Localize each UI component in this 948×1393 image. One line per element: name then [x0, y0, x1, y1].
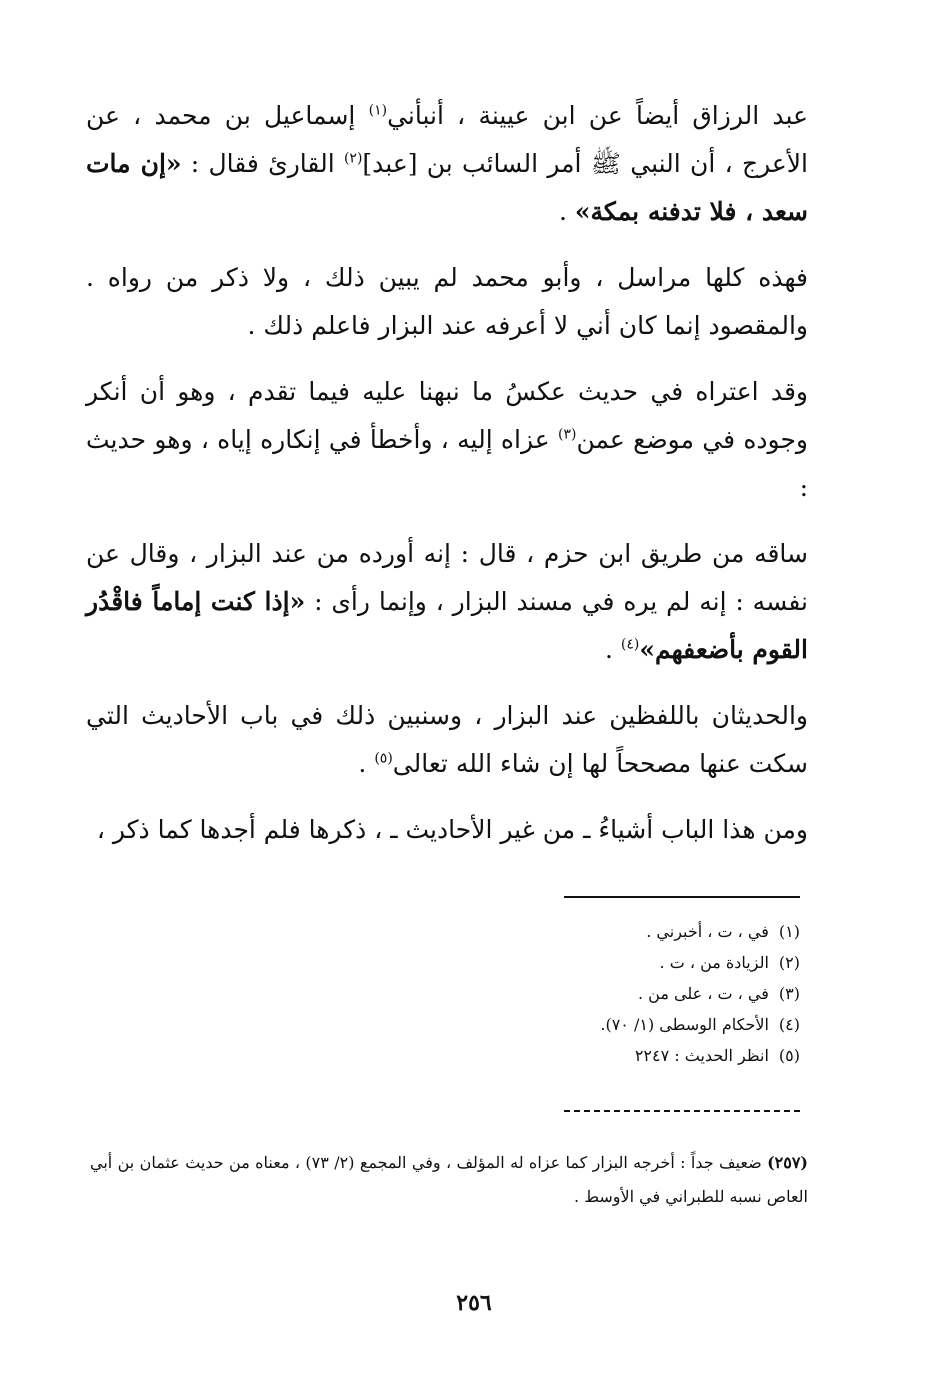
paragraph-3 [86, 368, 808, 512]
page-number: ٢٥٦ [456, 1290, 492, 1316]
footnote-item [380, 1009, 800, 1040]
footnote-item [380, 1040, 800, 1071]
footnote-number: (٢) [778, 953, 800, 972]
paragraph-6: ومن هذا الباب أشياءُ ـ من غير الأحاديث ـ ، ذكرها فلم أجدها كما ذكر ، [96, 815, 808, 844]
editor-note-text: أخرجه البزار كما عزاه له المؤلف ، وفي المجمع (٢/ ٧٣) ، معناه من حديث عثمان بن أبي العاص نسبه للطبراني في الأوسط . [90, 1153, 808, 1206]
editor-note-number: (٢٥٧) [767, 1153, 808, 1172]
p4-text-a: ساقه من طريق ابن حزم ، قال : إنه أورده من عند البزار ، وقال عن نفسه : إنه لم يره في مسند البزار ، وإنما رأى : [86, 539, 808, 616]
footnote-item [380, 916, 800, 947]
paragraph-1 [86, 92, 808, 236]
p1-text-b: إسماعيل بن محمد ، عن الأعرج ، أن النبي ﷺ أمر السائب بن [عبد] [86, 101, 808, 178]
p5-end: . [358, 749, 375, 778]
p3-text-b: عزاه إليه ، وأخطأ في إنكاره إياه ، وهو حديث : [86, 425, 808, 502]
p4-end: . [605, 635, 621, 664]
paragraph-2: فهذه كلها مراسل ، وأبو محمد لم يبين ذلك ، ولا ذكر من رواه . والمقصود إنما كان أني لا أعرفه عند البزار فاعلم ذلك . [86, 263, 808, 340]
footnote-number: (١) [778, 922, 800, 941]
editor-note-grade: ضعيف جداً : [680, 1153, 762, 1172]
main-text [86, 92, 808, 872]
footnote-text: انظر الحديث : ٢٢٤٧ [634, 1046, 769, 1065]
footnote-number: (٥) [778, 1046, 800, 1065]
editor-note-divider [564, 1110, 800, 1112]
p3-text-a: وقد اعتراه في حديث عكسُ ما نبهنا عليه فيما تقدم ، وهو أن أنكر وجوده في موضع عمن [86, 377, 808, 454]
footnote-ref-4: (٤) [620, 636, 640, 653]
footnote-item [380, 978, 800, 1009]
p1-text-d: . [558, 197, 575, 226]
footnote-ref-3: (٣) [557, 426, 577, 443]
footnote-number: (٤) [778, 1015, 800, 1034]
p1-text-a: عبد الرزاق أيضاً عن ابن عيينة ، أنبأني [387, 101, 808, 130]
footnote-text: الزيادة من ، ت . [659, 953, 769, 972]
p5-text-a: والحديثان باللفظين عند البزار ، وسنبين ذلك في باب الأحاديث التي سكت عنها مصححاً لها إن شاء الله تعالى [86, 701, 808, 778]
footnote-text: في ، ت ، على من . [638, 984, 769, 1003]
footnote-number: (٣) [778, 984, 800, 1003]
footnote-item [380, 947, 800, 978]
footnote-ref-1: (١) [368, 102, 388, 119]
footnote-text: في ، ت ، أخبرني . [646, 922, 769, 941]
p1-quote: «إن مات سعد ، فلا تدفنه بمكة» [86, 149, 808, 226]
p4-quote: «إذا كنت إماماً فاقْدُر القوم بأضعفهم» [86, 587, 808, 664]
paragraph-4 [86, 530, 808, 674]
editor-note [90, 1146, 808, 1214]
footnote-text: الأحكام الوسطى (١/ ٧٠). [600, 1015, 769, 1034]
footnotes [380, 916, 800, 1071]
footnote-ref-2: (٢) [343, 150, 363, 167]
paragraph-5 [86, 692, 808, 788]
p1-text-c: القارئ فقال : [181, 149, 344, 178]
footnote-ref-5: (٥) [374, 750, 393, 767]
footnote-divider [564, 896, 800, 898]
